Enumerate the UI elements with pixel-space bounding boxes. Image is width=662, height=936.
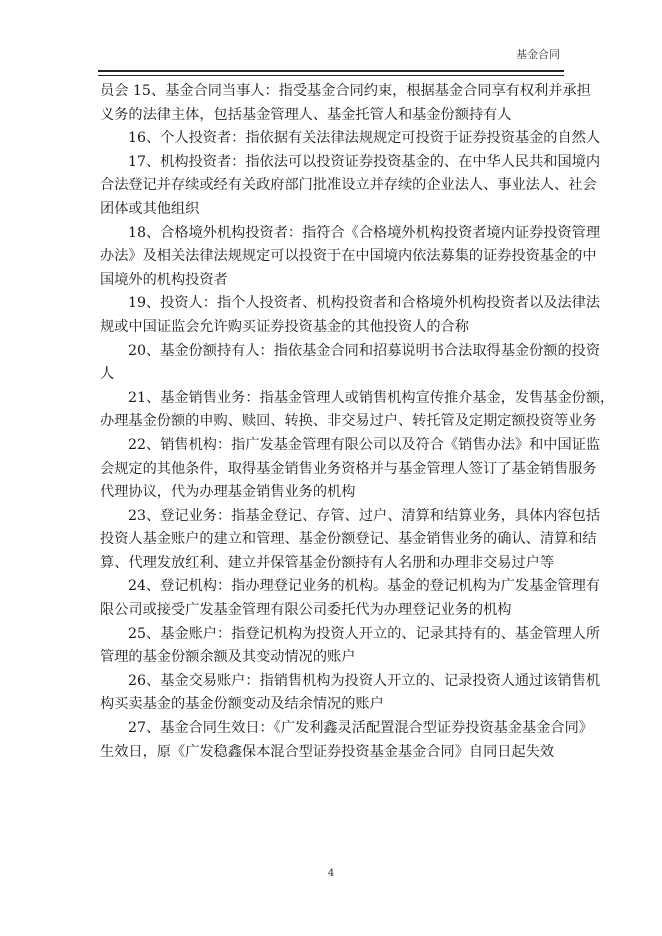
body-line: 团体或其他组织 [100,200,200,217]
body-line: 代理协议，代为办理基金销售业务的机构 [100,484,356,501]
header-title: 基金合同 [516,48,560,61]
body-line: 国境外的机构投资者 [100,271,228,288]
body-line: 算、代理发放红利、建立并保管基金份额持有人名册和办理非交易过户等 [100,554,555,571]
document-body [100,80,615,764]
body-line: 23、登记业务：指基金登记、存管、过户、清算和结算业务，具体内容包括 [128,507,601,524]
body-line: 18、合格境外机构投资者：指符合《合格境外机构投资者境内证券投资管理 [128,224,601,241]
body-line: 人 [100,366,115,383]
body-line: 管理的基金份额余额及其变动情况的账户 [100,649,356,666]
header-rule-thick [98,70,564,72]
body-line: 16、个人投资者：指依据有关法律法规规定可投资于证券投资基金的自然人 [128,130,601,147]
body-line: 26、基金交易账户：指销售机构为投资人开立的、记录投资人通过该销售机 [128,672,601,689]
body-line: 办法》及相关法律法规规定可以投资于在中国境内依法募集的证券投资基金的中 [100,248,597,265]
body-line: 会规定的其他条件，取得基金销售业务资格并与基金管理人签订了基金销售服务 [100,460,597,477]
page-number: 4 [327,868,335,879]
body-line: 20、基金份额持有人：指依基金合同和招募说明书合法取得基金份额的投资 [128,342,601,359]
body-line: 17、机构投资者：指依法可以投资证券投资基金的、在中华人民共和国境内 [128,153,601,170]
body-line: 24、登记机构：指办理登记业务的机构。基金的登记机构为广发基金管理有 [128,578,601,595]
body-line: 限公司或接受广发基金管理有限公司委托代为办理登记业务的机构 [100,602,512,619]
body-line: 规或中国证监会允许购买证券投资基金的其他投资人的合称 [100,318,469,335]
body-line: 办理基金份额的申购、赎回、转换、非交易过户、转托管及定期定额投资等业务 [100,413,597,430]
body-line: 构买卖基金的基金份额变动及结余情况的账户 [100,696,384,713]
header-rule-thin [98,75,564,76]
body-line: 25、基金账户：指登记机构为投资人开立的、记录其持有的、基金管理人所 [128,625,601,642]
body-line: 生效日，原《广发稳鑫保本混合型证券投资基金基金合同》自同日起失效 [100,743,555,760]
body-line: 21、基金销售业务：指基金管理人或销售机构宣传推介基金，发售基金份额， [128,389,615,406]
body-line: 合法登记并存续或经有关政府部门批准设立并存续的企业法人、事业法人、社会 [100,177,597,194]
body-line: 义务的法律主体，包括基金管理人、基金托管人和基金份额持有人 [100,106,512,123]
body-line: 27、基金合同生效日：《广发利鑫灵活配置混合型证券投资基金基金合同》 [128,720,593,737]
body-line: 22、销售机构：指广发基金管理有限公司以及符合《销售办法》和中国证监 [128,436,601,453]
body-line: 19、投资人：指个人投资者、机构投资者和合格境外机构投资者以及法律法 [128,295,601,312]
body-line: 员会 15、基金合同当事人：指受基金合同约束，根据基金合同享有权利并承担 [100,83,591,99]
body-line: 投资人基金账户的建立和管理、基金份额登记、基金销售业务的确认、清算和结 [100,531,597,548]
